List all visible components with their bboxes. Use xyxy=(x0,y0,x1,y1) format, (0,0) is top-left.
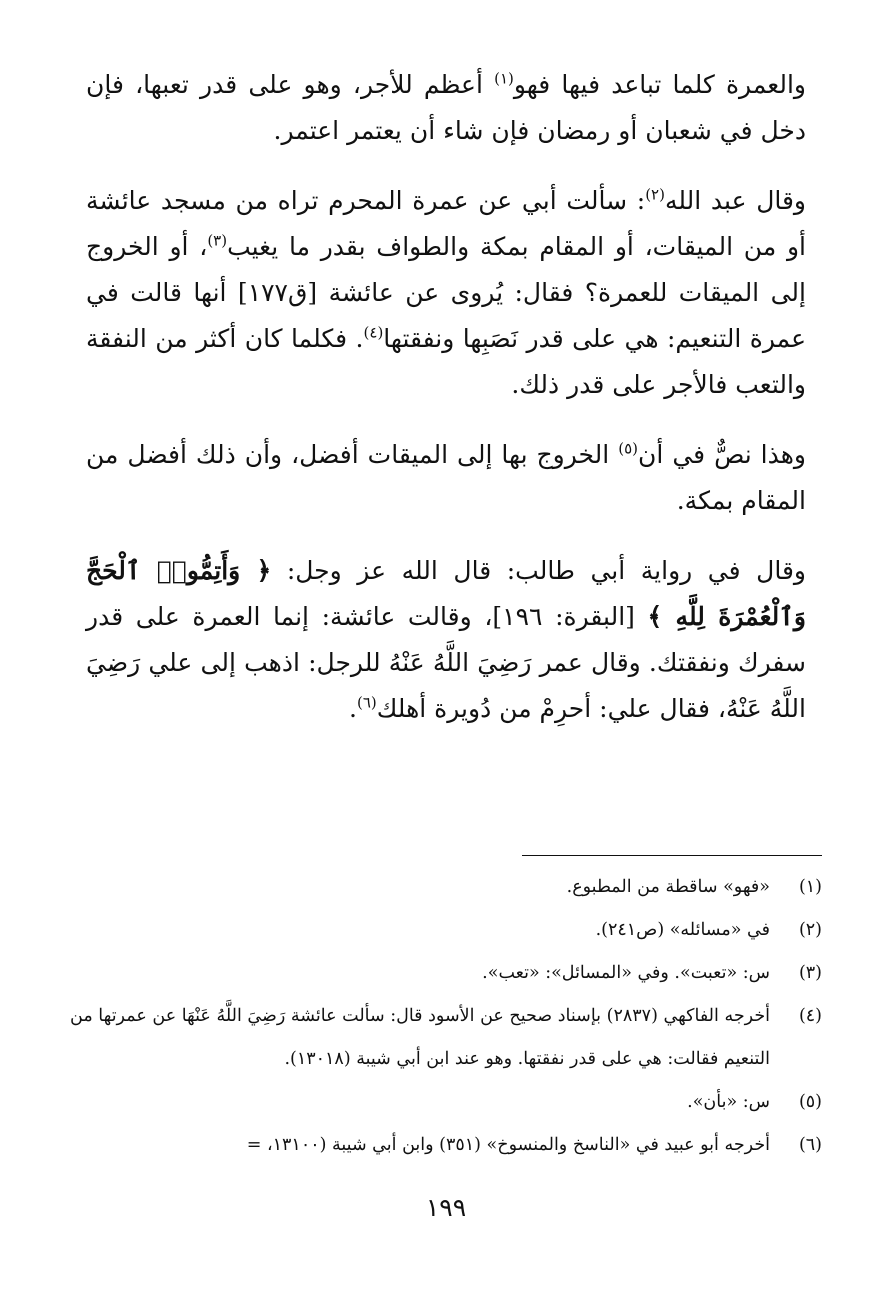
text-run: وقال في رواية أبي طالب: قال الله عز وجل: xyxy=(271,556,806,585)
text-run: : سألت أبي عن عمرة المحرم تراه من مسجد عائشة أو من الميقات، أو المقام بمكة والطواف بقدر ما يغيب xyxy=(86,186,806,261)
footnote-ref[interactable]: (٢) xyxy=(645,185,665,204)
footnote-item xyxy=(70,1124,822,1167)
footnote-text: أخرجه الفاكهي (٢٨٣٧) بإسناد صحيح عن الأسود قال: سألت عائشة رَضِيَ اللَّهُ عَنْهَا عن عمرتها من التنعيم فقالت: هي على قدر نفقتها. وهو عند ابن أبي شيبة (١٣٠١٨). xyxy=(70,1006,770,1069)
paragraph-2 xyxy=(86,178,806,408)
footnote-divider xyxy=(522,855,822,856)
footnote-ref[interactable]: (٦) xyxy=(356,693,377,712)
main-text xyxy=(86,62,806,732)
footnote-ref[interactable]: (٤) xyxy=(363,323,384,342)
footnote-text: س: «تعبت». وفي «المسائل»: «تعب». xyxy=(482,963,770,983)
footnote-number: (١) xyxy=(798,877,822,897)
footnote-item xyxy=(70,909,822,952)
footnote-item xyxy=(70,866,822,909)
footnote-ref[interactable]: (١) xyxy=(494,69,514,88)
text-run: وهذا نصٌّ في أن xyxy=(638,440,807,469)
footnote-item xyxy=(70,952,822,995)
footnotes xyxy=(70,866,822,1167)
text-run: الخروج بها إلى الميقات أفضل، وأن ذلك أفضل من المقام بمكة. xyxy=(86,440,806,515)
text-run: ، أو الخروج إلى الميقات للعمرة؟ فقال: يُروى عن عائشة [ق١٧٧] أنها قالت في عمرة التنعيم: هي على قدر نَصَبِها ونفقتها xyxy=(86,232,806,353)
page-number: ١٩٩ xyxy=(425,1193,467,1222)
paragraph-4 xyxy=(86,548,806,732)
footnote-text: في «مسائله» (ص٢٤١). xyxy=(595,920,770,940)
text-run: وقال عبد الله xyxy=(664,186,806,215)
text-run: أعظم للأجر، وهو على قدر تعبها، فإن دخل في شعبان أو رمضان فإن شاء أن يعتمر اعتمر. xyxy=(86,70,806,145)
footnote-number: (٣) xyxy=(798,963,822,983)
paragraph-3 xyxy=(86,432,806,524)
footnote-number: (٢) xyxy=(798,920,822,940)
text-run: . فكلما كان أكثر من النفقة والتعب فالأجر على قدر ذلك. xyxy=(86,324,806,399)
footnote-number: (٦) xyxy=(798,1135,822,1155)
footnote-text: س: «بأن». xyxy=(687,1092,770,1112)
footnote-number: (٥) xyxy=(798,1092,822,1112)
footnote-text: أخرجه أبو عبيد في «الناسخ والمنسوخ» (٣٥١) وابن أبي شيبة (١٣١٠٠، = xyxy=(246,1135,770,1155)
footnote-ref[interactable]: (٥) xyxy=(618,439,639,458)
text-run: [البقرة: ١٩٦]، وقالت عائشة: إنما العمرة على قدر سفرك ونفقتك. وقال عمر رَضِيَ اللَّهُ عَنْهُ للرجل: اذهب إلى علي رَضِيَ اللَّهُ عَنْهُ، فقال علي: أحرِمْ من دُويرة أهلك xyxy=(86,602,806,723)
footnote-item xyxy=(70,1081,822,1124)
footnote-text: «فهو» ساقطة من المطبوع. xyxy=(566,877,770,897)
quran-verse: ﴿ وَأَتِمُّوا۟ ٱلْحَجَّ وَٱلْعُمْرَةَ لِلَّهِ ﴾ xyxy=(86,556,806,631)
footnote-number: (٤) xyxy=(798,1006,822,1026)
paragraph-1 xyxy=(86,62,806,154)
footnote-ref[interactable]: (٣) xyxy=(207,231,228,250)
text-run: والعمرة كلما تباعد فيها فهو xyxy=(513,70,806,99)
footnote-item xyxy=(70,995,822,1081)
text-run: . xyxy=(349,694,357,723)
